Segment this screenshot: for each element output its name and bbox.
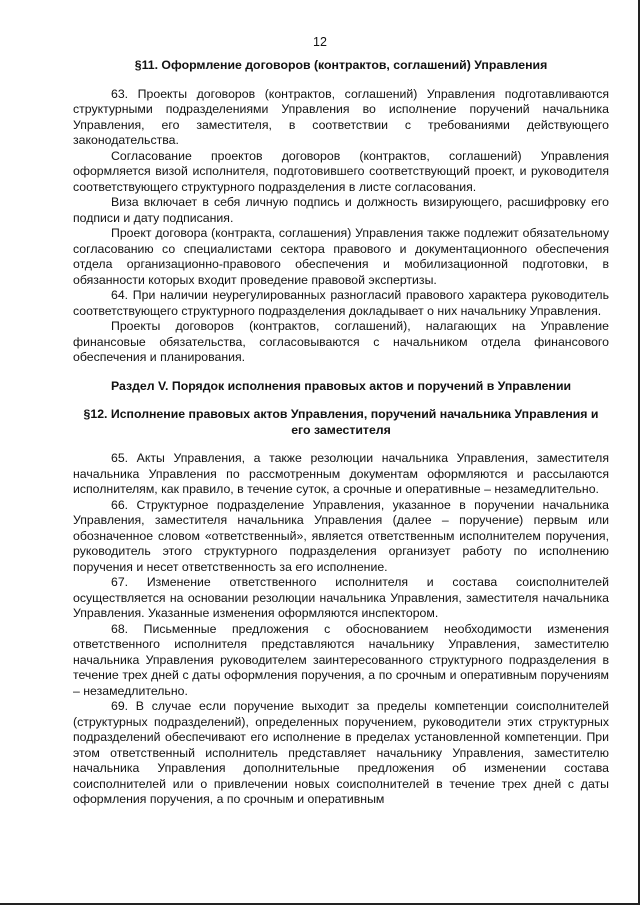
paragraph-63: 63. Проекты договоров (контрактов, соглашений) Управления подготавливаются структурными подразделениями Управления во исполнение поручений начальника Управления, его заместителя, в соответствии с требованиями действующего законодательства. bbox=[73, 86, 609, 147]
paragraph-66: 66. Структурное подразделение Управления, указанное в поручении начальника Управления, заместителя начальника Управления (далее – поручение) первым или обозначенное словом «ответственный», является ответственным исполнителем поручения, руководитель этого структурного подразделения организует работу по исполнению поручения и несет ответственность за его исполнение. bbox=[73, 497, 609, 574]
paragraph-63-legal-review: Проект договора (контракта, соглашения) Управления также подлежит обязательному согласованию со специалистами сектора правового и документационного обеспечения отдела организационно-правового обеспечения и мобилизационной подготовки, в обязанности которых входит проведение правовой экспертизы. bbox=[73, 226, 609, 287]
paragraph-64-financial: Проекты договоров (контрактов, соглашений), налагающих на Управление финансовые обязательства, согласовываются с начальником отдела финансового обеспечения и планирования. bbox=[73, 319, 609, 364]
document-body bbox=[73, 58, 609, 808]
paragraph-67: 67. Изменение ответственного исполнителя и состава соисполнителей осуществляется на основании резолюции начальника Управления, заместителя начальника Управления. Указанные изменения оформляются инспектором. bbox=[73, 575, 609, 620]
paragraph-63-visa: Виза включает в себя личную подпись и должность визирующего, расшифровку его подписи и дату подписания. bbox=[73, 195, 609, 225]
part-5-heading: Раздел V. Порядок исполнения правовых актов и поручений в Управлении bbox=[110, 378, 572, 393]
paragraph-65: 65. Акты Управления, а также резолюции начальника Управления, заместителя начальника Управления по рассмотренным документам оформляются и рассылаются исполнителям, как правило, в течение суток, а срочные и оперативные – незамедлительно. bbox=[73, 451, 609, 496]
paragraph-64: 64. При наличии неурегулированных разногласий правового характера руководитель соответствующего структурного подразделения докладывает о них начальнику Управления. bbox=[73, 288, 609, 318]
paragraph-63-approval: Согласование проектов договоров (контрактов, соглашений) Управления оформляется визой исполнителя, подготовившего соответствующий проект, и руководителя соответствующего структурного подразделения в листе согласования. bbox=[73, 148, 609, 194]
section-11-heading: §11. Оформление договоров (контрактов, соглашений) Управления bbox=[134, 58, 548, 72]
paragraph-69: 69. В случае если поручение выходит за пределы компетенции соисполнителей (структурных подразделений), определенных поручением, руководители этих структурных подразделений обеспечивают его исполнение в пределах установленной компетенции. При этом ответственный исполнитель представляет начальнику Управления, заместителю начальника Управления дополнительные предложения об изменении состава соисполнителей или о привлечении новых соисполнителей в течение трех дней с даты оформления поручения, а по срочным и оперативным bbox=[73, 699, 609, 806]
page-number: 12 bbox=[313, 35, 327, 49]
section-12-heading: §12. Исполнение правовых актов Управления, поручений начальника Управления и его заместителя bbox=[83, 407, 599, 437]
paragraph-68: 68. Письменные предложения с обоснованием необходимости изменения ответственного исполнителя представляются начальнику Управления, заместителю начальника Управления руководителем заинтересованного структурного подразделения в течение трех дней с даты оформления поручения, а по срочным и оперативным поручениям – незамедлительно. bbox=[73, 621, 609, 698]
